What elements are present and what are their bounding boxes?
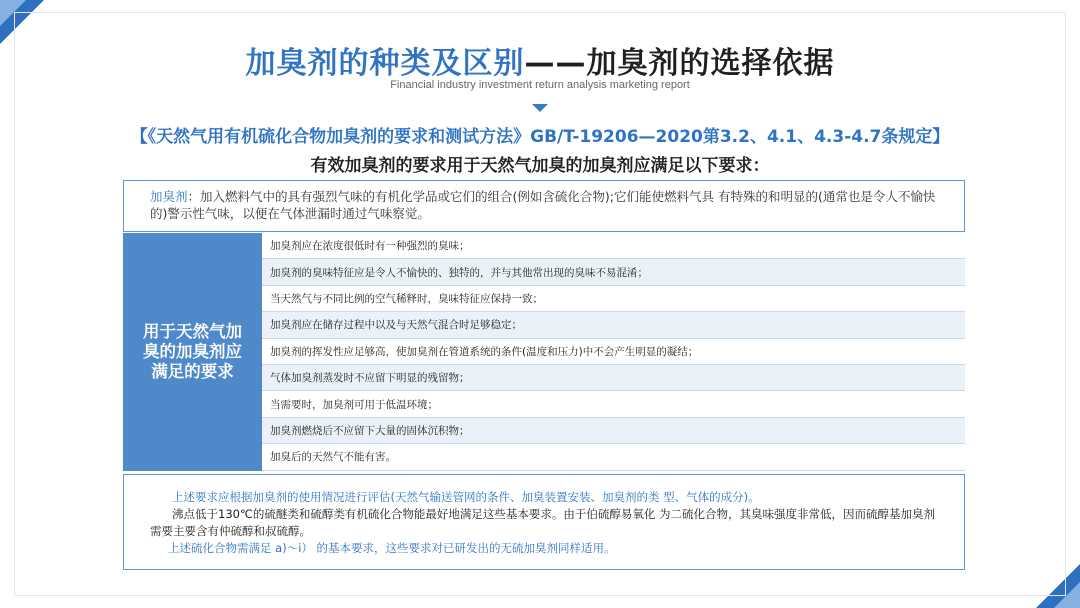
requirements-list [262, 233, 965, 471]
list-item [262, 444, 965, 470]
list-item-text: 加臭剂应在储存过程中以及与天然气混合时足够稳定； [270, 319, 522, 332]
list-item [262, 418, 965, 444]
list-item-text: 加臭剂的臭味特征应是令人不愉快的、独特的，并与其他常出现的臭味不易混淆； [270, 266, 648, 279]
requirements-side-label [123, 233, 262, 471]
list-item [262, 259, 965, 285]
list-item-text: 当天然气与不同比例的空气稀释时，臭味特征应保持一致； [270, 292, 543, 305]
list-item [262, 286, 965, 312]
requirements-side-label-text: 用于天然气加臭的加臭剂应满足的要求 [143, 322, 242, 381]
list-item-text: 气体加臭剂蒸发时不应留下明显的残留物； [270, 372, 470, 385]
list-item [262, 233, 965, 259]
note-line-2: 沸点低于130℃的硫醚类和硫醇类有机硫化合物能最好地满足这些基本要求。由于伯硫醇易氧化 为二硫化合物，其臭味强度非常低，因而硫醇基加臭剂需要主要含有仲硫醇和叔硫醇。 [150, 507, 936, 538]
note-line-1: 上述要求应根据加臭剂的使用情况进行评估(天然气输送管网的条件、加臭装置安装、加臭剂的类 型、气体的成分)。 [172, 490, 760, 504]
list-item-text: 加臭剂燃烧后不应留下大量的固体沉积物； [270, 424, 470, 437]
list-item [262, 312, 965, 338]
requirement-heading: 有效加臭剂的要求用于天然气加臭的加臭剂应满足以下要求： [310, 156, 770, 176]
page-title-dark: ——加臭剂的选择依据 [524, 46, 835, 81]
list-item [262, 339, 965, 365]
definition-keyword: 加臭剂 [150, 189, 188, 204]
triangle-down-icon [532, 104, 548, 112]
standard-reference: 【《天然气用有机硫化合物加臭剂的要求和测试方法》GB/T-19206—2020第3.2、4.1、4.3-4.7条规定】 [130, 127, 950, 147]
list-item-text: 加臭剂应在浓度很低时有一种强烈的臭味； [270, 240, 470, 253]
page-title-blue: 加臭剂的种类及区别 [245, 46, 525, 81]
page-subtitle: Financial industry investment return analysis marketing report [390, 79, 690, 91]
list-item-text: 当需要时，加臭剂可用于低温环境； [270, 398, 438, 411]
list-item [262, 391, 965, 417]
page-title [0, 38, 1080, 82]
list-item-text: 加臭剂的挥发性应足够高，使加臭剂在管道系统的条件(温度和压力)中不会产生明显的凝结； [270, 345, 699, 358]
definition-box [123, 180, 965, 232]
list-item-text: 加臭后的天然气不能有害。 [270, 451, 396, 464]
notes-box [123, 474, 965, 570]
definition-text: ：加入燃料气中的具有强烈气味的有机化学品或它们的组合(例如含硫化合物);它们能使燃料气具 有特殊的和明显的(通常也是令人不愉快的)警示性气味，以便在气体泄漏时通过气味察觉。 [150, 189, 936, 221]
list-item [262, 365, 965, 391]
note-line-3: 上述硫化合物需满足 a)～i） 的基本要求，这些要求对已研发出的无硫加臭剂同样适用。 [168, 541, 616, 555]
